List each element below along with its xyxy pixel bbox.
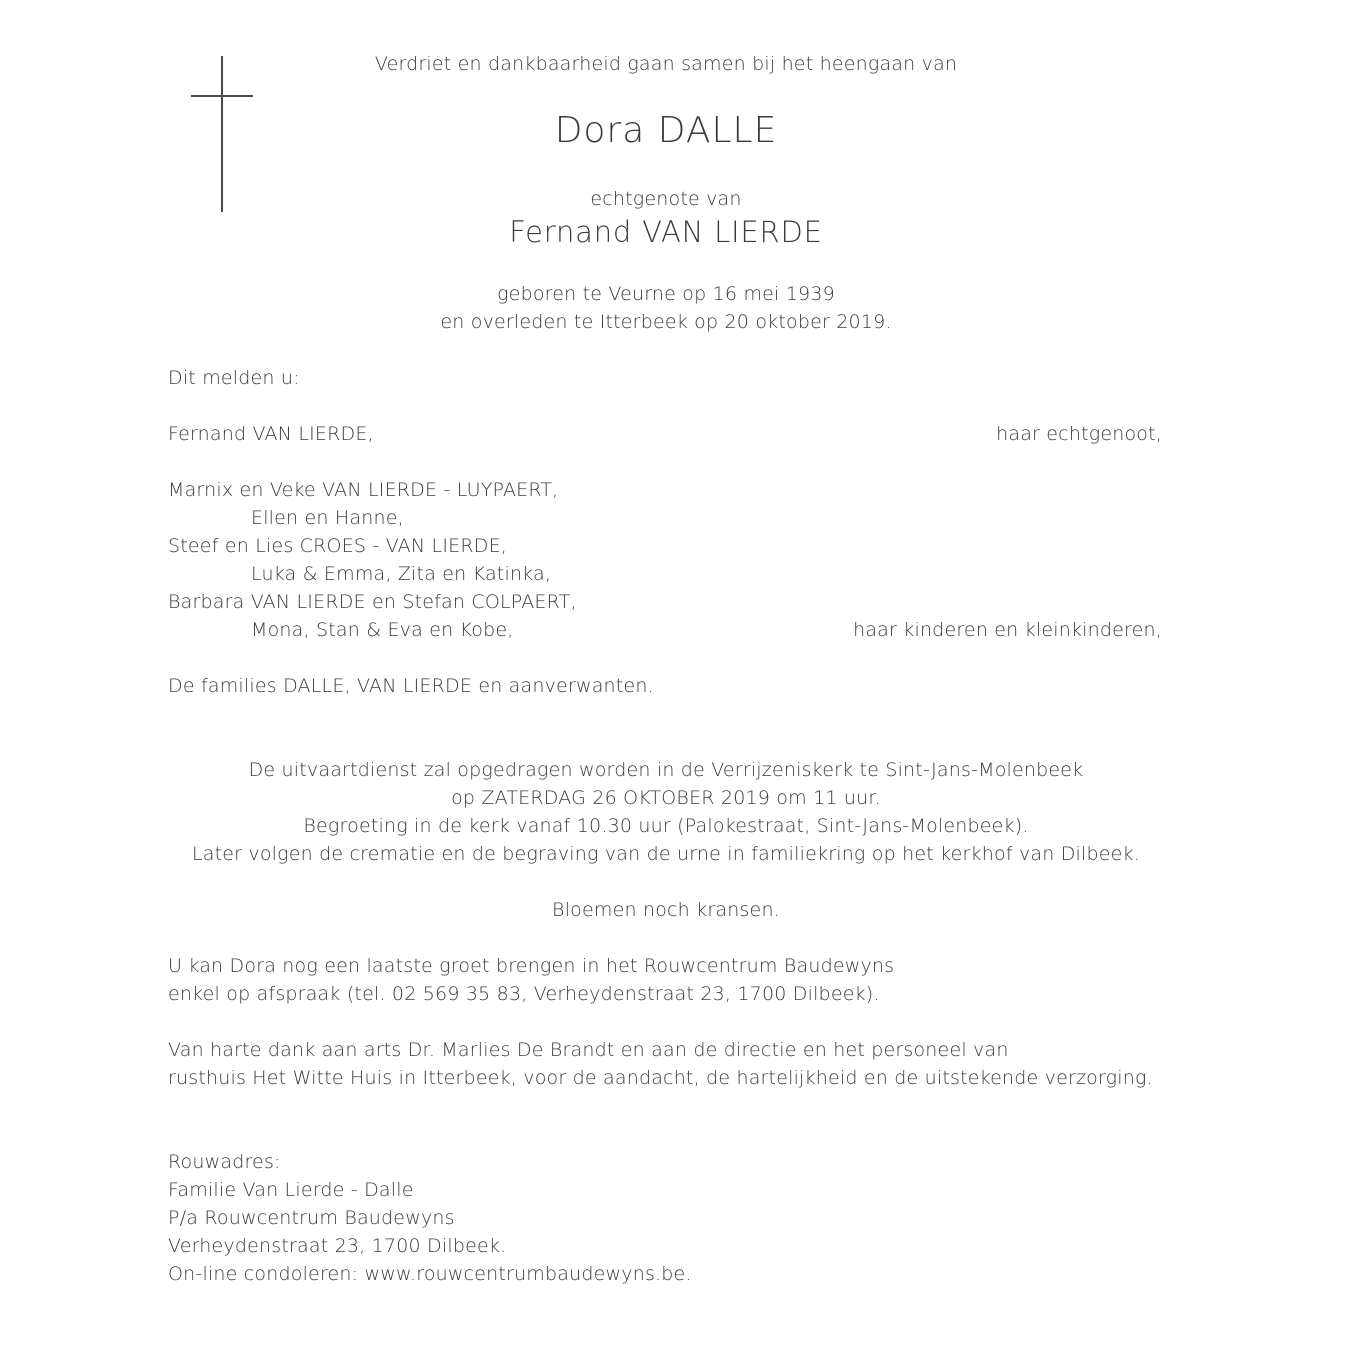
visit-line: enkel op afspraak (tel. 02 569 35 83, Verheydenstraat 23, 1700 Dilbeek). [168,983,880,1005]
service-line: Later volgen de crematie en de begraving van de urne in familiekring op het kerkhof van Dilbeek. [191,843,1140,865]
spouse-entry: Fernand VAN LIERDE, [168,423,374,445]
address-street: Verheydenstraat 23, 1700 Dilbeek. [168,1235,507,1257]
died-text: en overleden te Itterbeek op 20 oktober 2019. [440,311,892,333]
relation-text: echtgenote van [590,188,742,210]
family-line: Mona, Stan & Eva en Kobe, [251,619,514,641]
family-line: Steef en Lies CROES - VAN LIERDE, [168,535,508,557]
flowers-note: Bloemen noch kransen. [552,899,780,921]
family-line: Luka & Emma, Zita en Katinka, [251,563,552,585]
thanks-line: Van harte dank aan arts Dr. Marlies De Brandt en aan de directie en het personeel van [168,1039,1009,1061]
family-line: Ellen en Hanne, [251,507,404,529]
service-line: Begroeting in de kerk vanaf 10.30 uur (Palokestraat, Sint-Jans-Molenbeek). [303,815,1029,837]
relatives-text: De families DALLE, VAN LIERDE en aanverwanten. [168,675,654,697]
address-family: Familie Van Lierde - Dalle [168,1179,414,1201]
service-line: op ZATERDAG 26 OKTOBER 2019 om 11 uur. [451,787,881,809]
thanks-line: rusthuis Het Witte Huis in Itterbeek, voor de aandacht, de hartelijkheid en de uitstekende verzorging. [168,1067,1153,1089]
address-label: Rouwadres: [168,1151,281,1173]
spouse-name: Fernand VAN LIERDE [509,215,823,249]
intro-text: Verdriet en dankbaarheid gaan samen bij het heengaan van [374,53,958,75]
service-line: De uitvaartdienst zal opgedragen worden in de Verrijzeniskerk te Sint-Jans-Molenbeek [248,759,1084,781]
announcement-intro: Dit melden u: [168,367,300,389]
cross-icon-horizontal [191,95,253,97]
visit-line: U kan Dora nog een laatste groet brengen in het Rouwcentrum Baudewyns [168,955,895,977]
deceased-name: Dora DALLE [554,110,778,151]
family-line: Barbara VAN LIERDE en Stefan COLPAERT, [168,591,577,613]
children-role: haar kinderen en kleinkinderen, [853,619,1162,641]
online-condolence: On-line condoleren: www.rouwcentrumbaudewyns.be. [168,1263,692,1285]
address-care-of: P/a Rouwcentrum Baudewyns [168,1207,455,1229]
family-line: Marnix en Veke VAN LIERDE - LUYPAERT, [168,479,559,501]
born-text: geboren te Veurne op 16 mei 1939 [497,283,835,305]
spouse-role: haar echtgenoot, [996,423,1162,445]
